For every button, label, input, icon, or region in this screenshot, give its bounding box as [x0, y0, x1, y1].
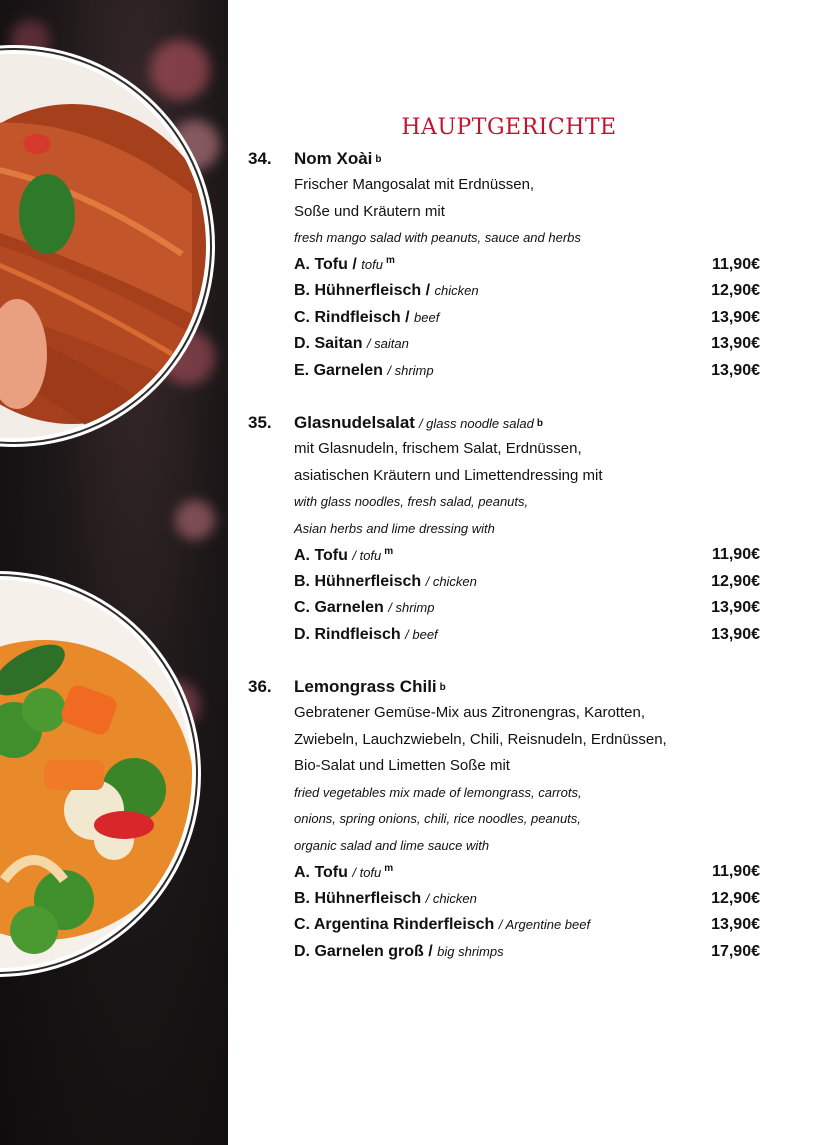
- option-label: B. Hühnerfleisch: [294, 889, 422, 907]
- option-translation: / tofu: [352, 864, 382, 880]
- dish-title: [248, 410, 760, 436]
- option-price: 13,90€: [711, 308, 760, 326]
- dish-description-english: onions, spring onions, chili, rice noodles, peanuts,: [294, 811, 581, 826]
- option-translation: chicken: [434, 283, 479, 299]
- option-label: C. Garnelen: [294, 599, 384, 617]
- price-option: [248, 939, 760, 966]
- option-price: 17,90€: [711, 942, 760, 960]
- menu-content: [248, 114, 760, 965]
- option-price: 11,90€: [711, 863, 760, 881]
- price-option: [248, 622, 760, 649]
- dish-description-english: organic salad and lime sauce with: [294, 837, 490, 853]
- option-translation: / chicken: [425, 573, 477, 589]
- photo-sidebar: [0, 0, 228, 1145]
- price-option: [248, 886, 760, 913]
- price-option: [248, 358, 760, 385]
- price-option: [248, 595, 760, 622]
- dish-description: Frischer Mangosalat mit Erdnüssen,: [294, 176, 535, 193]
- option-price: 13,90€: [711, 625, 760, 643]
- blossom-decoration: [175, 500, 215, 540]
- dish-item: [248, 674, 760, 965]
- option-translation: / beef: [405, 626, 438, 642]
- price-option: [248, 569, 760, 596]
- dish-title: [248, 146, 760, 172]
- dish-description: Soße und Kräutern mit: [294, 202, 445, 220]
- dish-name: Lemongrass Chili: [294, 677, 437, 696]
- vegetable-curry-plate-icon: [0, 580, 192, 968]
- option-translation: / shrimp: [388, 600, 435, 616]
- section-heading: HAUPTGERICHTE: [401, 115, 617, 140]
- option-translation: / chicken: [425, 890, 477, 906]
- option-price: 12,90€: [711, 282, 760, 300]
- option-translation: / Argentine beef: [498, 917, 591, 933]
- option-price: 12,90€: [711, 889, 760, 907]
- dish-translation: / glass noodle salad: [418, 415, 534, 431]
- allergen-mark: m: [384, 545, 394, 557]
- dish-description-english: with glass noodles, fresh salad, peanuts,: [294, 494, 529, 509]
- dish-description-english: fresh mango salad with peanuts, sauce and herbs: [294, 230, 581, 245]
- option-label: C. Rindfleisch /: [294, 308, 410, 326]
- allergen-mark: b: [375, 153, 382, 165]
- option-translation: / shrimp: [387, 362, 434, 378]
- option-label: A. Tofu: [294, 863, 348, 881]
- dish-description-english: fried vegetables mix made of lemongrass, carrots,: [294, 784, 582, 800]
- option-label: D. Rindfleisch: [294, 625, 401, 643]
- dish-name: Nom Xoài: [294, 149, 373, 168]
- option-label: C. Argentina Rinderfleisch: [294, 916, 495, 934]
- dish-number: 36.: [248, 677, 272, 696]
- price-option: [248, 542, 760, 569]
- dish-item: [248, 146, 760, 384]
- option-label: E. Garnelen: [294, 361, 383, 379]
- option-price: 13,90€: [711, 361, 760, 379]
- dish-description: Zwiebeln, Lauchzwiebeln, Chili, Reisnudeln, Erdnüssen,: [294, 730, 667, 748]
- dish-description: Gebratener Gemüse-Mix aus Zitronengras, Karotten,: [294, 704, 645, 721]
- dish-title: [248, 674, 760, 700]
- option-translation: / tofu: [352, 547, 382, 563]
- option-translation: beef: [414, 309, 440, 325]
- dish-item: [248, 410, 760, 648]
- allergen-mark: b: [536, 417, 543, 429]
- option-price: 12,90€: [711, 572, 760, 590]
- option-translation: / saitan: [366, 336, 409, 352]
- allergen-mark: m: [385, 255, 395, 267]
- dish-name: Glasnudelsalat: [294, 413, 415, 432]
- option-label: B. Hühnerfleisch: [294, 572, 422, 590]
- dish-number: 35.: [248, 413, 272, 432]
- option-price: 13,90€: [711, 916, 760, 934]
- dish-description: asiatischen Kräutern und Limettendressing mit: [294, 466, 603, 484]
- option-label: D. Garnelen groß /: [294, 942, 433, 960]
- option-price: 11,90€: [711, 255, 760, 273]
- price-option: [248, 912, 760, 939]
- blossom-decoration: [150, 40, 210, 100]
- dish-description: Bio-Salat und Limetten Soße mit: [294, 757, 510, 774]
- option-translation: big shrimps: [437, 943, 504, 959]
- option-price: 11,90€: [711, 546, 760, 564]
- price-option: [248, 305, 760, 332]
- option-label: D. Saitan: [294, 335, 363, 353]
- option-price: 13,90€: [711, 335, 760, 353]
- price-option: [248, 331, 760, 358]
- option-price: 13,90€: [711, 599, 760, 617]
- price-option: [248, 859, 760, 886]
- allergen-mark: b: [439, 681, 446, 693]
- dish-description-english: Asian herbs and lime dressing with: [294, 520, 495, 536]
- option-translation: tofu: [361, 257, 383, 273]
- option-label: A. Tofu /: [294, 256, 357, 274]
- allergen-mark: m: [384, 862, 394, 874]
- price-option: [248, 278, 760, 305]
- price-option: [248, 252, 760, 279]
- dish-description: mit Glasnudeln, frischem Salat, Erdnüssen,: [294, 440, 582, 457]
- option-label: B. Hühnerfleisch /: [294, 282, 431, 300]
- option-label: A. Tofu: [294, 546, 348, 564]
- dish-number: 34.: [248, 149, 272, 168]
